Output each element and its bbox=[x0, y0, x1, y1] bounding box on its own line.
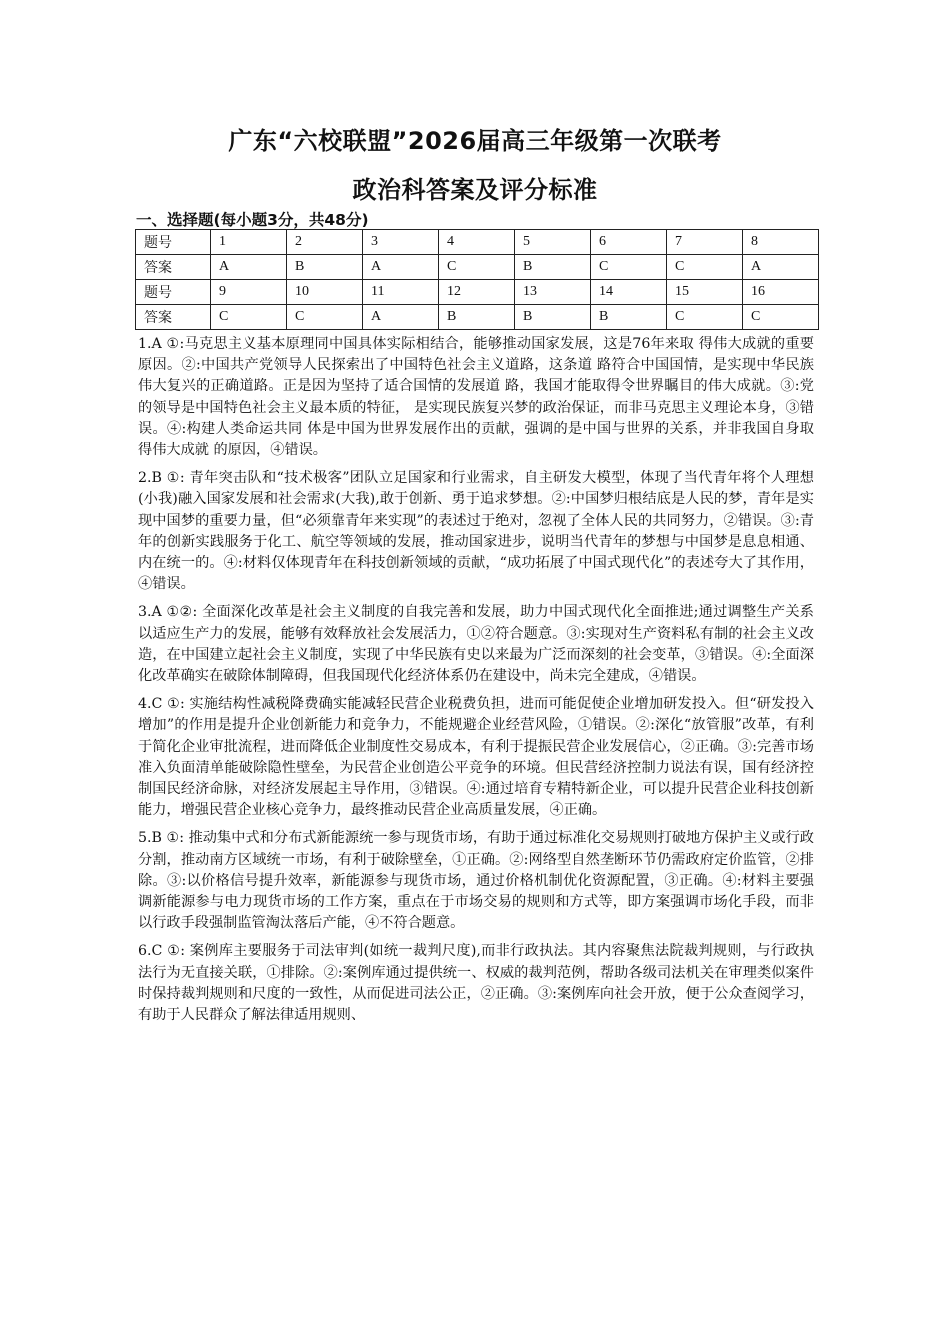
answer-cell: C bbox=[667, 255, 743, 280]
answer-cell: B bbox=[515, 255, 591, 280]
document-title: 广东“六校联盟”2026届高三年级第一次联考 bbox=[228, 127, 722, 155]
explanation-paragraph: 1.A ①:马克思主义基本原理同中国具体实际相结合，能够推动国家发展，这是76年来取 得伟大成就的重要原因。②:中国共产党领导人民探索出了中国特色社会主义道路，这条道 路符合中国国情，是实现中华民族伟大复兴的正确道路。正是因为坚持了适合国情的发展道 路，我国才能取得令世界瞩目的伟大成就。③:党的领导是中国特色社会主义最本质的特征， 是实现民族复兴梦的政治保证，而非马克思主义理论本身，③错误。④:构建人类命运共同 体是中国为世界发展作出的贡献，强调的是中国与世界的关系，并非我国自身取得伟大成就 的原因，④错误。 bbox=[138, 336, 814, 459]
answer-cell: 3 bbox=[363, 230, 439, 255]
answer-cell: C bbox=[667, 305, 743, 330]
answer-cell: 12 bbox=[439, 280, 515, 305]
table-row bbox=[136, 280, 819, 305]
row-header-cell: 题号 bbox=[136, 280, 211, 305]
answer-cell: B bbox=[287, 255, 363, 280]
answer-cell: 9 bbox=[211, 280, 287, 305]
table-row bbox=[136, 230, 819, 255]
section-heading: 一、选择题(每小题3分，共48分) bbox=[136, 211, 369, 229]
answer-cell: 15 bbox=[667, 280, 743, 305]
answer-cell: 2 bbox=[287, 230, 363, 255]
answer-cell: C bbox=[211, 305, 287, 330]
answer-cell: 8 bbox=[743, 230, 819, 255]
explanation-paragraph: 5.B ①: 推动集中式和分布式新能源统一参与现货市场，有助于通过标准化交易规则打破地方保护主义或行政分割，推动南方区域统一市场，有利于破除壁垒，①正确。②:网络型自然垄断环节仍需政府定价监管，②排除。③:以价格信号提升效率，新能源参与现货市场，通过价格机制优化资源配置，③正确。④:材料主要强调新能源参与电力现货市场的工作方案，重点在于市场交易的规则和方式等，即方案强调市场化手段，而非以行政手段强制监管淘汰落后产能，④不符合题意。 bbox=[138, 830, 814, 932]
answer-cell: 6 bbox=[591, 230, 667, 255]
explanation-paragraph: 6.C ①: 案例库主要服务于司法审判(如统一裁判尺度),而非行政执法。其内容聚焦法院裁判规则，与行政执法行为无直接关联，①排除。②:案例库通过提供统一、权威的裁判范例，帮助各级司法机关在审理类似案件时保持裁判规则和尺度的一致性，从而促进司法公正，②正确。③:案例库向社会开放，便于公众查阅学习，有助于人民群众了解法律适用规则、 bbox=[138, 943, 814, 1024]
answer-cell: C bbox=[591, 255, 667, 280]
answer-cell: B bbox=[439, 305, 515, 330]
answer-cell: B bbox=[591, 305, 667, 330]
answer-cell: 16 bbox=[743, 280, 819, 305]
answer-cell: 13 bbox=[515, 280, 591, 305]
answer-cell: B bbox=[515, 305, 591, 330]
answer-cell: 14 bbox=[591, 280, 667, 305]
row-header-cell: 答案 bbox=[136, 255, 211, 280]
answer-cell: A bbox=[211, 255, 287, 280]
table-row bbox=[136, 255, 819, 280]
answer-cell: 7 bbox=[667, 230, 743, 255]
answer-cell: A bbox=[363, 305, 439, 330]
answer-cell: C bbox=[743, 305, 819, 330]
row-header-cell: 答案 bbox=[136, 305, 211, 330]
explanation-paragraph: 4.C ①: 实施结构性减税降费确实能减轻民营企业税费负担，进而可能促使企业增加研发投入。但“研发投入增加”的作用是提升企业创新能力和竞争力，不能规避企业经营风险，①错误。②:深化“放管服”改革，有利于简化企业审批流程，进而降低企业制度性交易成本，有利于提振民营企业发展信心，②正确。③:完善市场准入负面清单能破除隐性壁垒，为民营企业创造公平竞争的环境。但民营经济控制力说法有误，国有经济控制国民经济命脉，对经济发展起主导作用，③错误。④:通过培育专精特新企业，可以提升民营企业科技创新能力，增强民营企业核心竞争力，最终推动民营企业高质量发展，④正确。 bbox=[138, 696, 814, 819]
answer-cell: 10 bbox=[287, 280, 363, 305]
answer-table bbox=[135, 229, 819, 330]
table-row bbox=[136, 305, 819, 330]
explanations-list bbox=[138, 334, 814, 1033]
answer-cell: C bbox=[287, 305, 363, 330]
answer-cell: A bbox=[743, 255, 819, 280]
document-subtitle: 政治科答案及评分标准 bbox=[352, 176, 598, 204]
row-header-cell: 题号 bbox=[136, 230, 211, 255]
explanation-paragraph: 2.B ①: 青年突击队和“技术极客”团队立足国家和行业需求，自主研发大模型，体现了当代青年将个人理想(小我)融入国家发展和社会需求(大我),敢于创新、勇于追求梦想。②:中国梦归根结底是人民的梦，青年是实现中国梦的重要力量，但“必须靠青年来实现”的表述过于绝对，忽视了全体人民的共同努力，②错误。③:青年的创新实践服务于化工、航空等领域的发展，推动国家进步，说明当代青年的梦想与中国梦是息息相通、内在统一的。④:材料仅体现青年在科技创新领域的贡献，“成功拓展了中国式现代化”的表述夸大了其作用，④错误。 bbox=[138, 470, 814, 593]
answer-cell: A bbox=[363, 255, 439, 280]
answer-cell: 5 bbox=[515, 230, 591, 255]
answer-cell: 1 bbox=[211, 230, 287, 255]
answer-cell: 4 bbox=[439, 230, 515, 255]
answer-cell: 11 bbox=[363, 280, 439, 305]
answer-cell: C bbox=[439, 255, 515, 280]
explanation-paragraph: 3.A ①②: 全面深化改革是社会主义制度的自我完善和发展，助力中国式现代化全面推进;通过调整生产关系以适应生产力的发展，能够有效释放社会发展活力，①②符合题意。③:实现对生产资料私有制的社会主义改造，在中国建立起社会主义制度，实现了中华民族有史以来最为广泛而深刻的社会变革，③错误。④:全面深化改革确实在破除体制障碍，但我国现代化经济体系仍在建设中，尚未完全建成，④错误。 bbox=[138, 604, 814, 685]
